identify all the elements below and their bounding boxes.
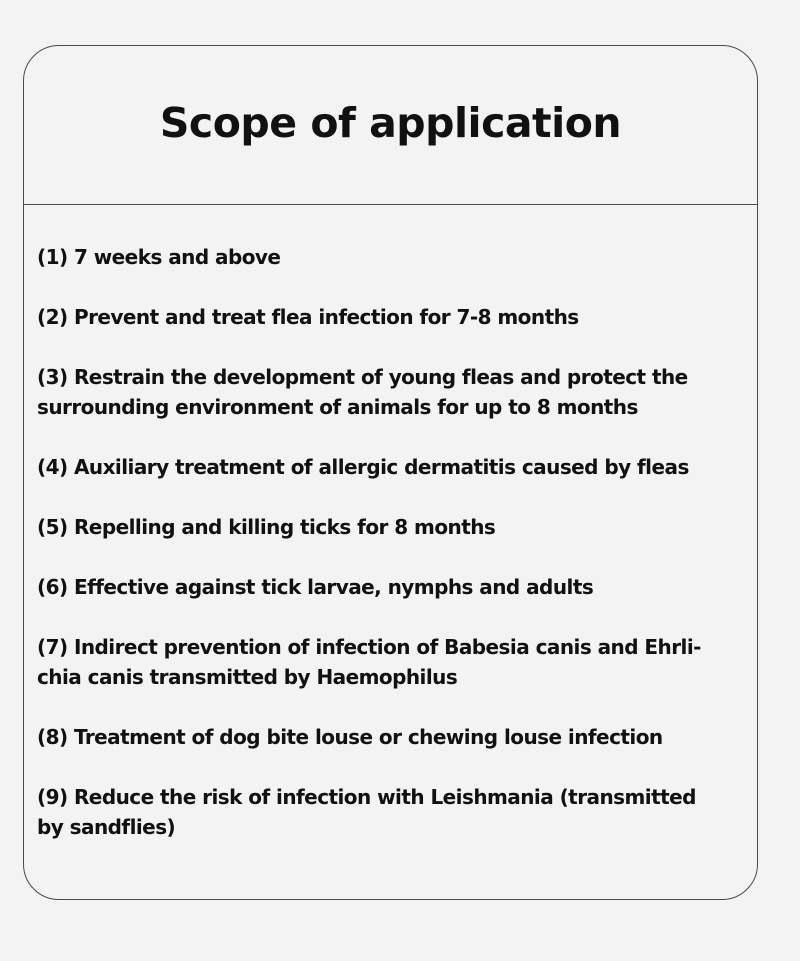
list-item-text: (8) Treatment of dog bite louse or chewing louse infection bbox=[37, 725, 663, 749]
list-item-9 bbox=[37, 782, 757, 842]
list-item-7 bbox=[37, 632, 757, 692]
list-item-text: (4) Auxiliary treatment of allergic dermatitis caused by fleas bbox=[37, 455, 689, 479]
list-item-2 bbox=[37, 302, 757, 332]
list-item-text-continued: surrounding environment of animals for up to 8 months bbox=[37, 395, 638, 419]
list-item-5 bbox=[37, 512, 757, 542]
list-item-text: (2) Prevent and treat flea infection for 7-8 months bbox=[37, 305, 579, 329]
list-item-6 bbox=[37, 572, 757, 602]
list-item-1 bbox=[37, 242, 757, 272]
list-item-text: (5) Repelling and killing ticks for 8 months bbox=[37, 515, 496, 539]
list-item-text: (6) Effective against tick larvae, nymphs and adults bbox=[37, 575, 594, 599]
list-item-text: (9) Reduce the risk of infection with Leishmania (transmitted bbox=[37, 785, 696, 809]
list-item-text: (7) Indirect prevention of infection of Babesia canis and Ehrli- bbox=[37, 635, 701, 659]
list-item-3 bbox=[37, 362, 757, 422]
application-list bbox=[37, 242, 757, 872]
page-title: Scope of application bbox=[159, 99, 622, 147]
list-item-text: (1) 7 weeks and above bbox=[37, 245, 281, 269]
card-header bbox=[24, 46, 757, 205]
scope-card bbox=[23, 45, 758, 900]
list-item-text-continued: by sandflies) bbox=[37, 815, 176, 839]
list-item-text-continued: chia canis transmitted by Haemophilus bbox=[37, 665, 458, 689]
list-item-4 bbox=[37, 452, 757, 482]
list-item-text: (3) Restrain the development of young fleas and protect the bbox=[37, 365, 688, 389]
list-item-8 bbox=[37, 722, 757, 752]
